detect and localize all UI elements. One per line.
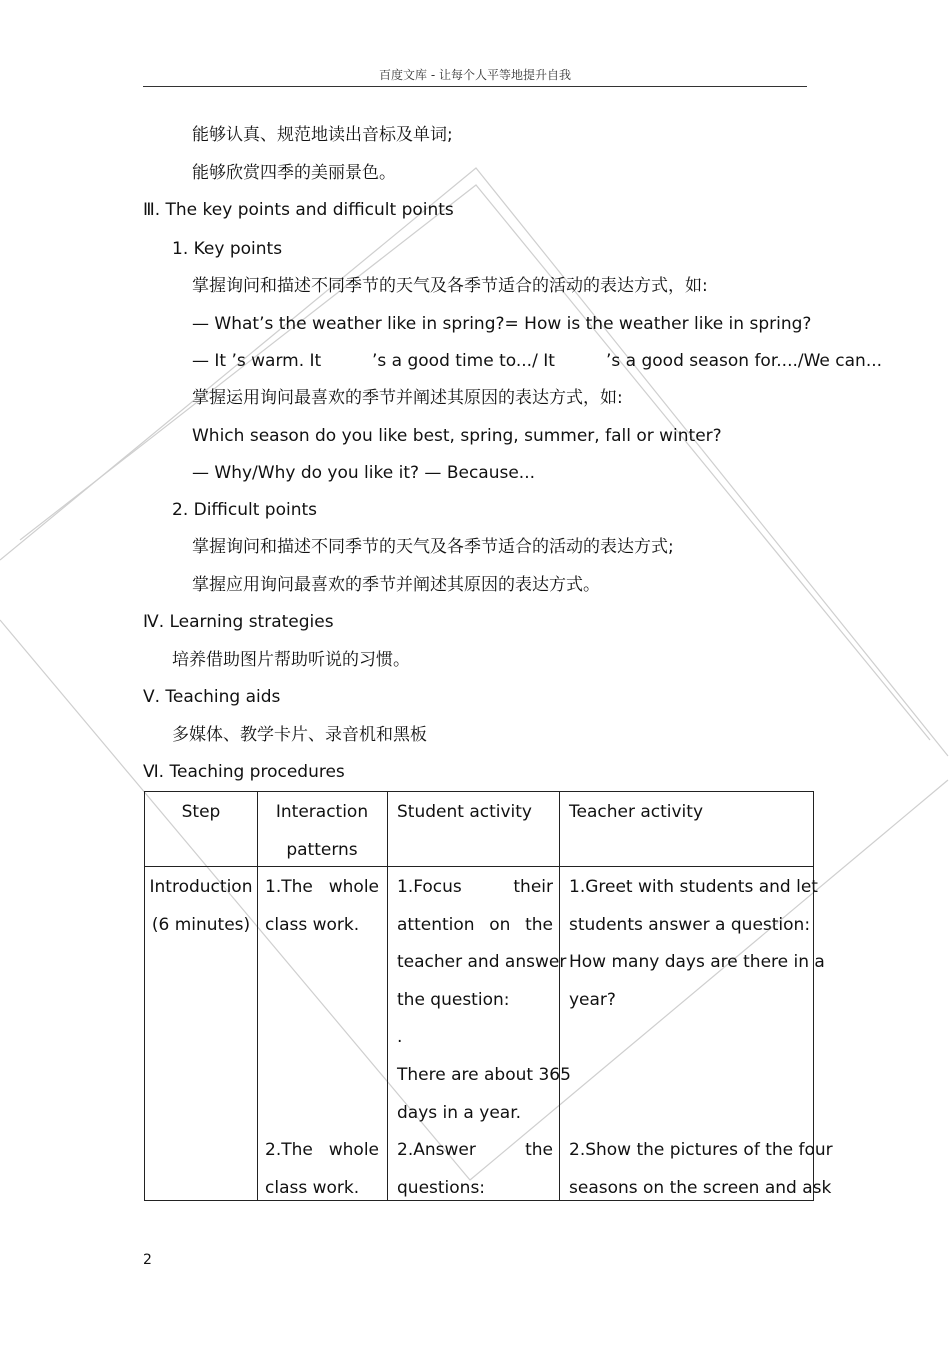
key-point-line: ’s a good season for..../We can... (606, 351, 883, 371)
subheading-difficult-points: 2. Difficult points (172, 500, 317, 520)
objective-1: 能够认真、规范地读出音标及单词; (192, 125, 453, 145)
procedures-table (144, 791, 833, 1201)
subheading-key-points: 1. Key points (172, 239, 283, 259)
section-heading-teaching-procedures: Ⅵ. Teaching procedures (143, 762, 345, 782)
cell-interaction-2: 2.The whole class work. (265, 1140, 379, 1198)
key-point-line: ’s a good time to.../ It (372, 351, 555, 371)
header-step: Step (181, 802, 221, 822)
page-header: 百度文库 - 让每个人平等地提升自我 (379, 68, 571, 82)
key-point-line: 掌握询问和描述不同季节的天气及各季节适合的活动的表达方式，如: (192, 276, 708, 296)
objective-2: 能够欣赏四季的美丽景色。 (192, 163, 396, 183)
difficult-point-line: 掌握应用询问最喜欢的季节并阐述其原因的表达方式。 (192, 575, 600, 595)
key-point-line: — Why/Why do you like it? — Because... (192, 463, 536, 483)
cell-student-activity-2: 2.Answer the questions: (397, 1140, 553, 1198)
cell-teacher-activity-1: 1.Greet with students and let students answer a question: How many days are there in a year? (569, 877, 825, 1010)
teaching-aids-text: 多媒体、教学卡片、录音机和黑板 (172, 725, 427, 745)
table-column-divider (559, 792, 560, 1200)
section-heading-teaching-aids: Ⅴ. Teaching aids (143, 687, 281, 707)
cell-interaction-1: 1.The whole class work. (265, 877, 379, 935)
key-point-line: — What’s the weather like in spring?= How is the weather like in spring? (192, 314, 812, 334)
key-point-line: 掌握运用询问最喜欢的季节并阐述其原因的表达方式，如: (192, 388, 623, 408)
page-number: 2 (143, 1252, 152, 1268)
key-point-line: Which season do you like best, spring, summer, fall or winter? (192, 426, 722, 446)
table-header-divider (145, 866, 813, 867)
table-column-divider (387, 792, 388, 1200)
cell-student-activity-1: 1.Focus their attention on the teacher and answer the question: . There are about 365 days in a year. (397, 877, 571, 1123)
difficult-point-line: 掌握询问和描述不同季节的天气及各季节适合的活动的表达方式; (192, 537, 674, 557)
section-heading-learning-strategies: Ⅳ. Learning strategies (143, 612, 334, 632)
header-teacher-activity: Teacher activity (569, 802, 704, 822)
header-divider (143, 86, 807, 87)
section-heading-key-points: Ⅲ. The key points and difficult points (143, 200, 454, 220)
cell-step: Introduction (6 minutes) (149, 877, 253, 935)
header-interaction-patterns: Interaction patterns (275, 802, 369, 860)
cell-teacher-activity-2: 2.Show the pictures of the four seasons on the screen and ask (569, 1140, 833, 1198)
key-point-line: — It ’s warm. It (192, 351, 322, 371)
learning-strategies-text: 培养借助图片帮助听说的习惯。 (172, 650, 410, 670)
header-student-activity: Student activity (397, 802, 532, 822)
